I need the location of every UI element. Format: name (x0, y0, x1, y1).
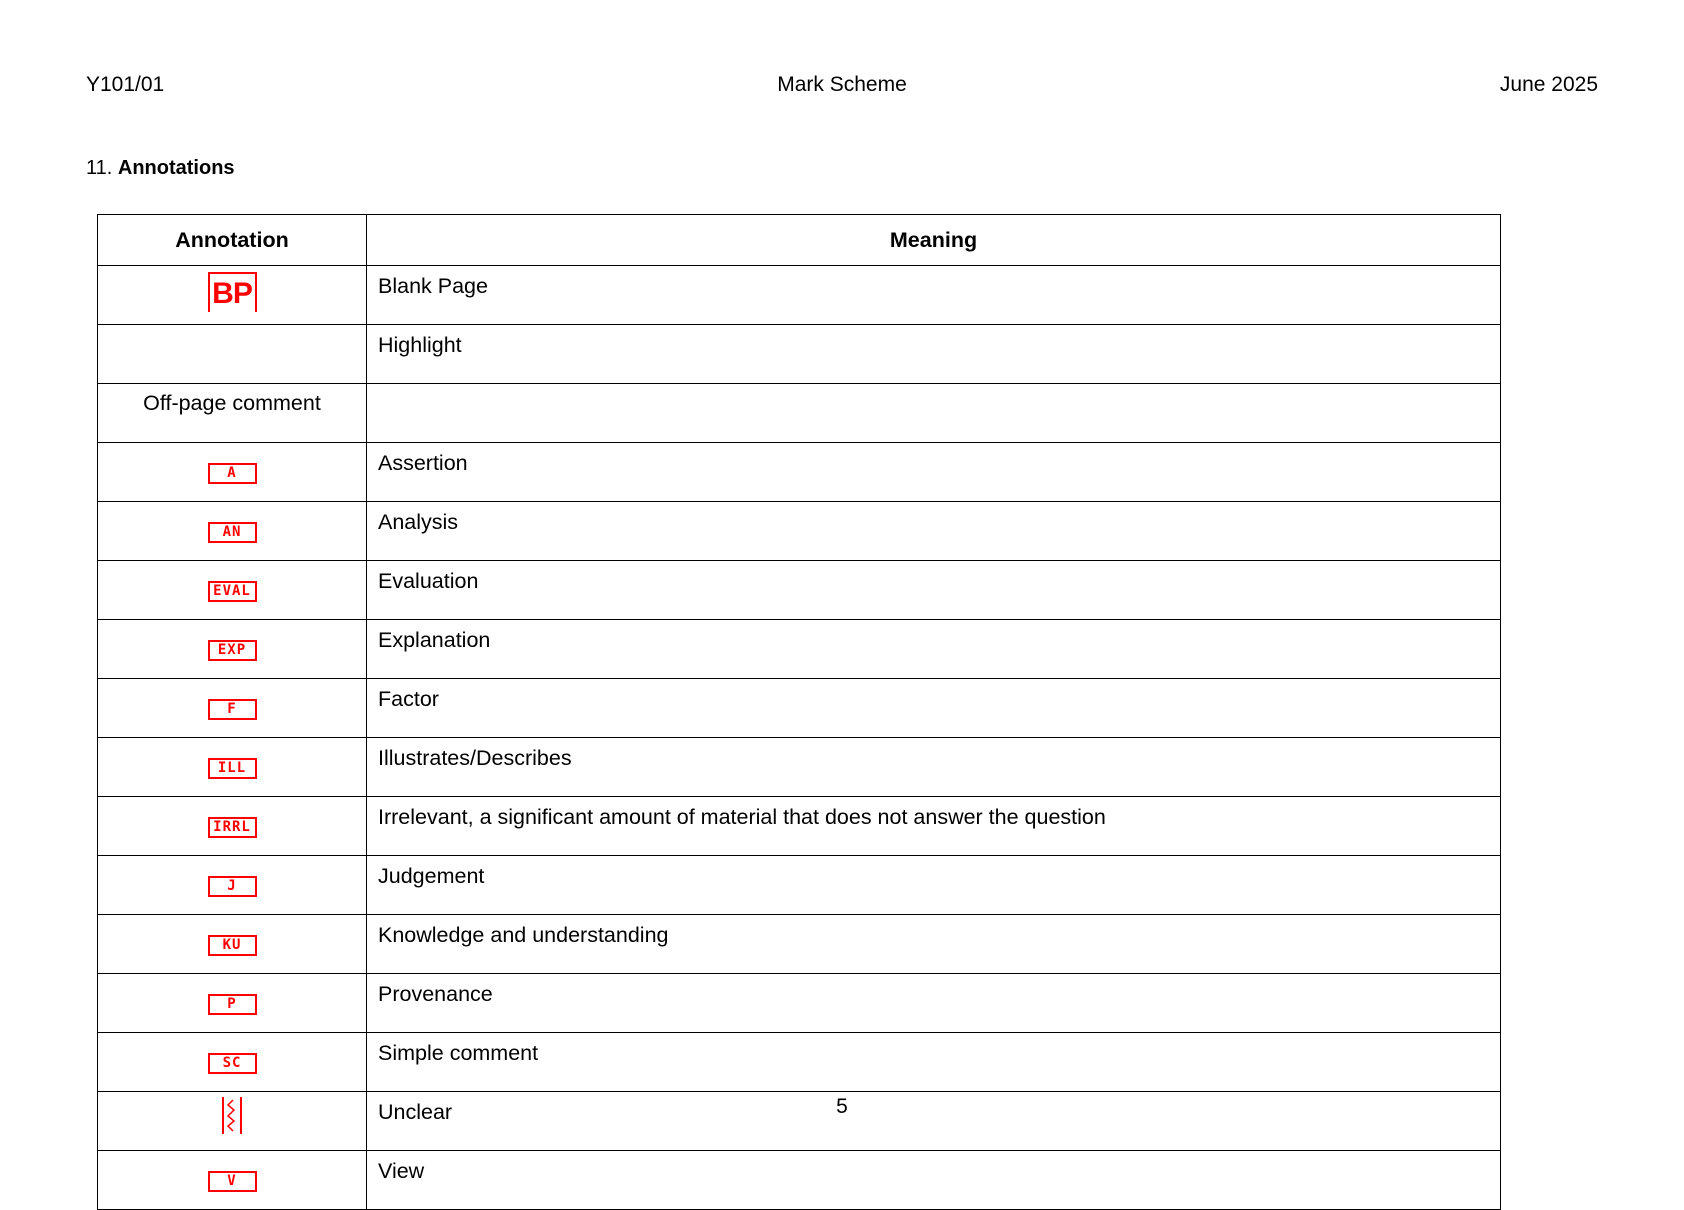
annotation-cell (98, 856, 367, 915)
meaning-cell: Unclear (367, 1092, 1501, 1151)
meaning-cell: Evaluation (367, 561, 1501, 620)
table-row (98, 915, 1501, 974)
table-row (98, 325, 1501, 384)
annotation-cell (98, 620, 367, 679)
annotation-stamp-sc: SC (208, 1053, 257, 1074)
meaning-cell: Factor (367, 679, 1501, 738)
meaning-cell: Simple comment (367, 1033, 1501, 1092)
annotation-cell: Off-page comment (98, 384, 367, 443)
table-row (98, 384, 1501, 443)
meaning-cell: Analysis (367, 502, 1501, 561)
annotation-cell (98, 915, 367, 974)
annotation-cell (98, 325, 367, 384)
table-row (98, 1033, 1501, 1092)
meaning-cell: Knowledge and understanding (367, 915, 1501, 974)
table-row (98, 266, 1501, 325)
annotation-stamp-f: F (208, 699, 257, 720)
annotation-stamp-exp: EXP (208, 640, 257, 661)
table-row (98, 679, 1501, 738)
annotation-stamp-a: A (208, 463, 257, 484)
meaning-cell: Blank Page (367, 266, 1501, 325)
annotation-stamp-irrl: IRRL (208, 817, 257, 838)
table-row (98, 620, 1501, 679)
column-header-meaning: Meaning (367, 215, 1501, 266)
annotation-stamp-v: V (208, 1171, 257, 1192)
meaning-cell: Assertion (367, 443, 1501, 502)
annotation-cell (98, 266, 367, 325)
annotation-cell (98, 679, 367, 738)
annotation-stamp-p: P (208, 994, 257, 1015)
table-row (98, 738, 1501, 797)
section-title: Annotations (117, 157, 235, 179)
meaning-cell: Provenance (367, 974, 1501, 1033)
annotation-cell (98, 974, 367, 1033)
page-number: 5 (836, 1095, 848, 1118)
meaning-cell (367, 384, 1501, 443)
meaning-cell: Highlight (367, 325, 1501, 384)
table-row (98, 856, 1501, 915)
header-code: Y101/01 (86, 73, 165, 96)
annotation-stamp-eval: EVAL (208, 581, 257, 602)
annotation-stamp-j: J (208, 876, 257, 897)
annotation-stamp-ill: ILL (208, 758, 257, 779)
annotation-stamp-an: AN (208, 522, 257, 543)
section-number: 11. (86, 157, 113, 179)
annotations-table (97, 214, 1501, 1210)
meaning-cell: View (367, 1151, 1501, 1210)
header-title: Mark Scheme (777, 73, 907, 96)
annotation-stamp-ku: KU (208, 935, 257, 956)
meaning-cell: Illustrates/Describes (367, 738, 1501, 797)
annotation-cell (98, 738, 367, 797)
header-date: June 2025 (1499, 73, 1598, 96)
annotation-cell (98, 797, 367, 856)
table-row (98, 561, 1501, 620)
meaning-cell: Explanation (367, 620, 1501, 679)
column-header-annotation: Annotation (98, 215, 367, 266)
table-row (98, 974, 1501, 1033)
table-row (98, 1151, 1501, 1210)
annotation-cell (98, 443, 367, 502)
annotation-cell (98, 1151, 367, 1210)
meaning-cell: Irrelevant, a significant amount of material that does not answer the question (367, 797, 1501, 856)
table-row (98, 797, 1501, 856)
table-header-row (98, 215, 1501, 266)
annotation-cell (98, 561, 367, 620)
meaning-cell: Judgement (367, 856, 1501, 915)
annotation-stamp-bp: BP (208, 272, 257, 312)
table-row (98, 443, 1501, 502)
annotation-cell (98, 502, 367, 561)
annotation-cell (98, 1033, 367, 1092)
section-heading (86, 157, 235, 180)
table-row (98, 502, 1501, 561)
